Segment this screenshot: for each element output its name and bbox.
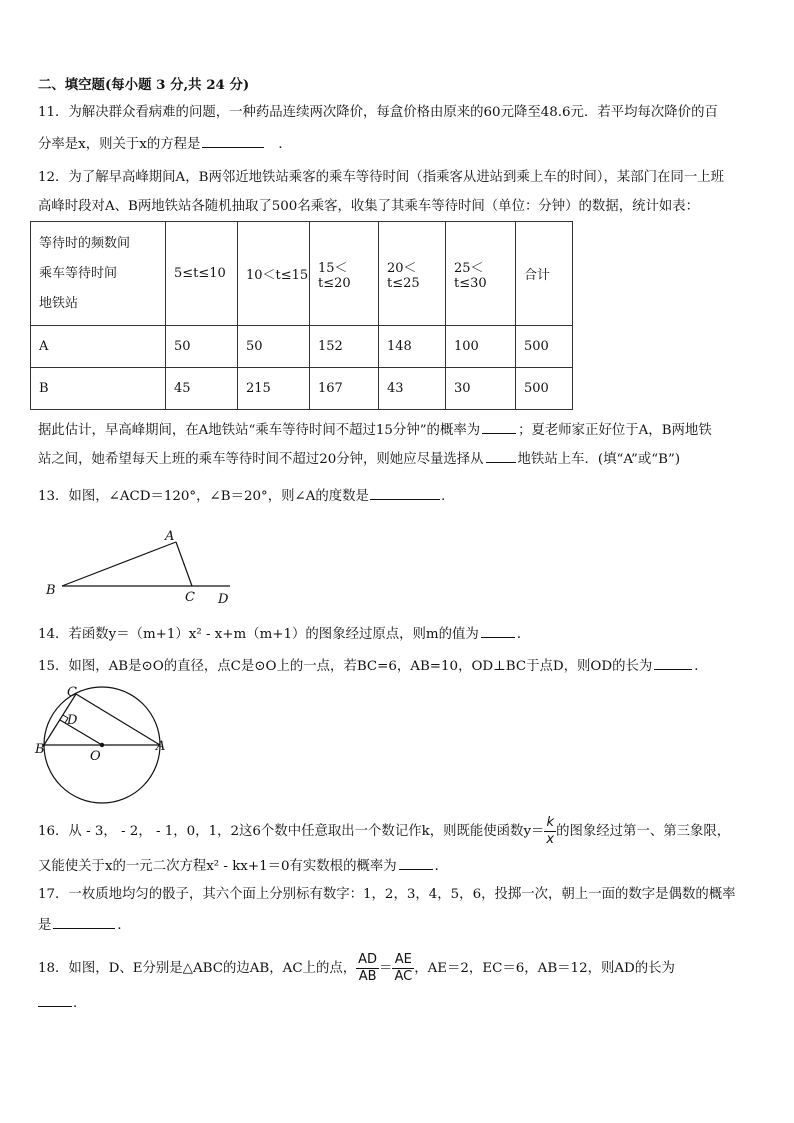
column-header: 15＜t≤20 [310,222,379,326]
q18-fraction-2 [392,952,414,985]
q14-answer-blank[interactable] [481,623,515,638]
q11-end: ． [278,137,292,152]
label-c: C [67,685,77,700]
label-d: D [67,713,78,728]
q17-line2 [38,914,131,936]
fraction-numerator: AE [392,952,414,969]
row-label: B [31,368,166,410]
q12-text: 地铁站上车．(填“A”或“B”) [517,452,681,467]
label-b: B [35,742,45,757]
q18-text: 18．如图，D、E分别是△ABC的边AB，AC上的点， [38,961,357,976]
q15-answer-blank[interactable] [654,655,692,670]
q17-end: ． [117,918,131,933]
table-cell: 152 [310,326,379,368]
q16-answer-blank[interactable] [399,855,433,870]
label-a: A [165,529,175,544]
q12-answer-blank-2[interactable] [486,448,516,463]
label-o: O [90,749,101,764]
q12-text: 站之间，她希望每天上班的乘车等待时间不超过20分钟，则她应尽量选择从 [38,452,484,467]
q11-line1: 11．为解决群众看病难的问题，一种药品连续两次降价，每盒价格由原来的60元降至48.6元．若平均每次降价的百 [38,105,718,120]
q12-line1: 12．为了解早高峰期间A，B两邻近地铁站乘客的乘车等待时间（指乘客从进站到乘上车的时间），某部门在同一上班 [38,170,724,185]
triangle-figure [40,526,240,606]
column-header: 25＜t≤30 [446,222,516,326]
q18-answer-blank[interactable] [38,992,72,1007]
q15-line [38,655,708,677]
label-a: A [156,739,166,754]
circle-figure [34,684,174,804]
table-cell: 50 [166,326,238,368]
q16-text: 的图象经过第一、第三象限， [556,824,731,839]
table-row [31,326,573,368]
q17-answer-blank[interactable] [53,914,115,929]
q14-line [38,623,530,645]
q16-end: ． [434,859,449,874]
q11-text: 分率是x，则关于x的方程是 [38,137,201,152]
fraction-denominator: AC [394,969,413,984]
q18-fraction-1 [356,952,379,985]
table-cell: 30 [446,368,516,410]
q14-end: ． [516,627,531,642]
q12-text: 据此估计，早高峰期间，在A地铁站“乘车等待时间不超过15分钟”的概率为 [38,423,481,438]
q18-equals: ＝ [379,961,393,976]
row-label: A [31,326,166,368]
label-d: D [218,592,229,606]
q16-text: 16．从 - 3， - 2， - 1，0，1，2这6个数中任意取出一个数记作k，则既能使函数y＝ [38,824,545,839]
column-header: 5≤t≤10 [166,222,238,326]
table-cell: 167 [310,368,379,410]
q13-line [38,485,445,507]
q18-end: ． [73,996,87,1011]
q18-line2 [38,992,86,1014]
q15-text: 15．如图，AB是⊙O的直径，点C是⊙O上的一点，若BC=6，AB=10，OD⊥BC于点D，则OD的长为 [38,659,653,674]
q12-after2 [38,448,680,470]
table-row [31,368,573,410]
table-cell: 45 [166,368,238,410]
q17-text: 是 [38,918,52,933]
center-point [100,743,104,747]
q12-text: ；夏老师家正好位于A，B两地铁 [518,423,712,438]
table-cell: 500 [516,368,573,410]
q18-text: ，AE＝2，EC＝6，AB＝12，则AD的长为 [414,961,675,976]
column-header: 20＜t≤25 [379,222,446,326]
corner-header-line: 乘车等待时间 [39,265,118,281]
table-cell: 43 [379,368,446,410]
column-header: 合计 [516,222,573,326]
label-b: B [46,583,56,598]
label-c: C [185,590,195,605]
q11-line2 [38,133,292,155]
q15-end: ． [694,659,708,674]
q14-text: 14．若函数y＝（m+1）x² - x+m（m+1）的图象经过原点，则m的值为 [38,627,479,642]
fraction-denominator: AB [358,969,377,984]
q13-answer-blank[interactable] [370,485,440,500]
fraction-numerator: k [544,815,556,832]
q16-text: 又能使关于x的一元二次方程x² - kx+1＝0有实数根的概率为 [38,859,397,874]
q18-line1 [38,952,675,985]
corner-header-line: 等待时的频数间 [39,235,131,251]
table-cell: 500 [516,326,573,368]
q11-answer-blank[interactable] [202,133,264,148]
q16-fraction [544,815,556,848]
line-ac [176,542,192,586]
fraction-numerator: AD [358,952,378,967]
table-cell: 100 [446,326,516,368]
column-header: 10＜t≤15 [238,222,310,326]
q17-line1: 17．一枚质地均匀的骰子，其六个面上分别标有数字：1，2，3，4，5，6，投掷一次，朝上一面的数字是偶数的概率 [38,887,736,902]
q16-line1 [38,815,730,848]
table-cell: 50 [238,326,310,368]
q13-text: 13．如图，∠ACD＝120°，∠B＝20°，则∠A的度数是 [38,489,369,504]
q16-line2 [38,855,448,877]
q12-line2: 高峰时段对A、B两地铁站各随机抽取了500名乘客，收集了其乘车等待时间（单位：分钟）的数据，统计如表： [38,199,700,214]
frequency-table [30,221,573,410]
table-cell: 215 [238,368,310,410]
q12-answer-blank-1[interactable] [482,419,516,434]
section-title: 二、填空题(每小题 3 分,共 24 分) [38,77,250,93]
table-cell: 148 [379,326,446,368]
line-ba [62,542,176,586]
q13-end: . [440,489,446,504]
q12-after1 [38,419,712,441]
fraction-denominator: x [546,832,555,847]
table-corner-header [31,222,166,326]
corner-header-line: 地铁站 [39,295,79,311]
table-header-row [31,222,573,326]
